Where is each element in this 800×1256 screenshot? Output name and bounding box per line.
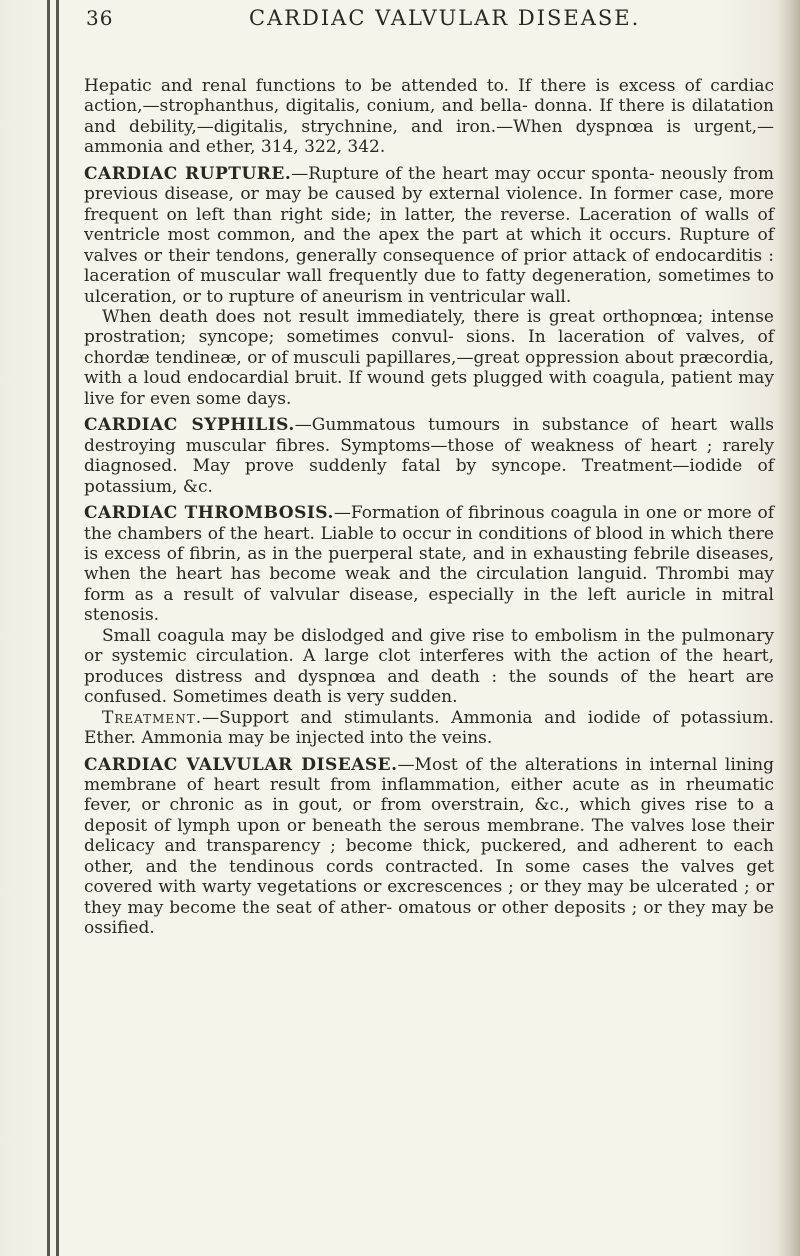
entry-text: —Formation of fibrinous coagula in one or more of the chambers of the heart. Liable to occur in conditions of blood in which there is excess of fibrin, as in the puerperal state, and in exhausting febrile diseases, when the heart has become weak and the circulation languid. Thrombi may form as a result of valvular disease, especially in the left auricle in mitral stenosis. xyxy=(84,503,774,626)
entry-heading: CARDIAC VALVULAR DISEASE. xyxy=(84,754,398,775)
paragraph-text: When death does not result immediately, there is great orthopnœa; intense prostration; syncope; sometimes convul- sions. In laceration of valves, of chordæ tendineæ, or of musculi papillares,—great oppression about præcordia, with a loud endocardial bruit. If wound gets plugged with coagula, patient may live for even some days. xyxy=(84,306,774,409)
body-text xyxy=(84,76,774,939)
paragraph-text: Small coagula may be dislodged and give rise to embolism in the pulmonary or systemic circulation. A large clot interferes with the action of the heart, produces distress and dyspnœa and death : the sounds of the heart are confused. Sometimes death is very sudden. xyxy=(84,625,774,708)
paragraph xyxy=(84,76,774,158)
entry-cardiac-rupture xyxy=(84,164,774,307)
entry-heading: CARDIAC RUPTURE. xyxy=(84,163,292,184)
entry-cardiac-valvular-disease xyxy=(84,755,774,939)
treatment-label: Treatment. xyxy=(102,707,203,728)
binding-rule xyxy=(47,0,50,1256)
entry-heading: CARDIAC SYPHILIS. xyxy=(84,415,295,436)
entry-heading: CARDIAC THROMBOSIS. xyxy=(84,503,334,524)
page-header xyxy=(74,6,774,34)
entry-text: —Gummatous tumours in substance of heart walls destroying muscular fibres. Symptoms—those of weakness of heart ; rarely diagnosed. May prove suddenly fatal by syncope. Treatment—iodide of potassium, &c. xyxy=(84,415,774,497)
treatment-paragraph xyxy=(84,708,774,749)
entry-cardiac-syphilis xyxy=(84,415,774,497)
binding-rule xyxy=(56,0,59,1256)
page-edge xyxy=(778,0,800,1256)
paragraph-text: —Support and stimulants. Ammonia and iodide of potassium. Ether. Ammonia may be injected into the veins. xyxy=(84,707,774,749)
paragraph xyxy=(84,626,774,708)
paragraph-text: Hepatic and renal functions to be attended to. If there is excess of cardiac action,—strophanthus, digitalis, conium, and bella- donna. If there is dilatation and debility,—digitalis, strychnine, and iron.—When dyspnœa is urgent,—ammonia and ether, 314, 322, 342. xyxy=(84,76,774,158)
entry-text: —Rupture of the heart may occur sponta- neously from previous disease, or may be caused by external violence. In former case, more frequent on left than right side; in latter, the reverse. Laceration of walls of ventricle most common, and the apex the part at which it occurs. Rupture of valves or their tendons, generally consequence of prior attack of endocarditis : laceration of muscular wall frequently due to fatty degeneration, sometimes to ulceration, or to rupture of aneurism in ventricular wall. xyxy=(84,163,774,307)
entry-text: —Most of the alterations in internal lining membrane of heart result from inflammation, either acute as in rheumatic fever, or chronic as in gout, or from overstrain, &c., which gives rise to a deposit of lymph upon or beneath the serous membrane. The valves lose their delicacy and transparency ; become thick, puckered, and adherent to each other, and the tendinous cords contracted. In some cases the valves get covered with warty vegetations or excrescences ; or they may be ulcerated ; or they may become the seat of ather- omatous or other deposits ; or they may be ossified. xyxy=(84,754,774,939)
entry-cardiac-thrombosis xyxy=(84,503,774,626)
running-title: CARDIAC VALVULAR DISEASE. xyxy=(249,6,641,30)
paragraph xyxy=(84,307,774,409)
page-number: 36 xyxy=(86,6,114,30)
